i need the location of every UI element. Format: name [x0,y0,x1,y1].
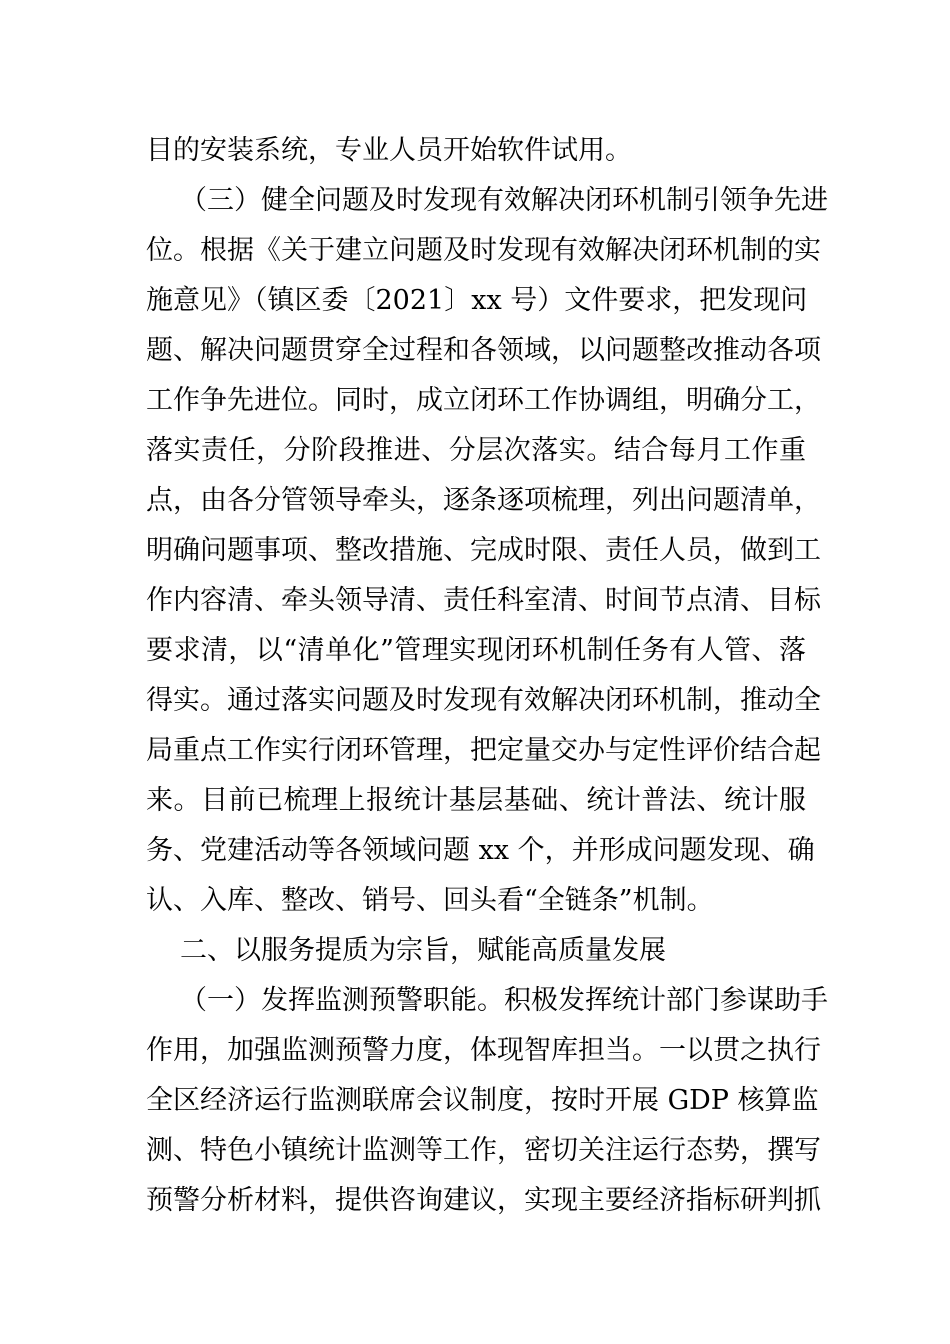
text-line: 要求清，以“清单化”管理实现闭环机制任务有人管、落 [146,635,806,666]
chapter-heading: 二、以服务提质为宗旨，赋能高质量发展 [180,935,666,966]
text-line: 得实。通过落实问题及时发现有效解决闭环机制，推动全 [146,685,821,716]
text-line: 落实责任，分阶段推进、分层次落实。结合每月工作重 [146,435,806,466]
text-line: 预警分析材料，提供咨询建议，实现主要经济指标研判抓 [146,1185,821,1216]
text-line: 认、入库、整改、销号、回头看“全链条”机制。 [146,885,714,916]
text-line: 目的安装系统，专业人员开始软件试用。 [146,135,632,166]
text-line: 位。根据《关于建立问题及时发现有效解决闭环机制的实 [146,235,821,266]
text-line: 全区经济运行监测联席会议制度，按时开展 GDP 核算监 [146,1085,819,1116]
text-line: 测、特色小镇统计监测等工作，密切关注运行态势，撰写 [146,1135,821,1166]
text-line: 来。目前已梳理上报统计基层基础、统计普法、统计服 [146,785,806,816]
text-line: 务、党建活动等各领域问题 xx 个，并形成问题发现、确 [146,835,815,866]
section-heading-line: （一）发挥监测预警职能。积极发挥统计部门参谋助手 [180,985,828,1016]
section-heading-line: （三）健全问题及时发现有效解决闭环机制引领争先进 [180,185,828,216]
text-line: 作用，加强监测预警力度，体现智库担当。一以贯之执行 [146,1035,821,1066]
text-line: 点，由各分管领导牵头，逐条逐项梳理，列出问题清单， [146,485,821,516]
text-line: 作内容清、牵头领导清、责任科室清、时间节点清、目标 [146,585,821,616]
text-line: 工作争先进位。同时，成立闭环工作协调组，明确分工， [146,385,821,416]
text-line: 题、解决问题贯穿全过程和各领域，以问题整改推动各项 [146,335,821,366]
text-line: 局重点工作实行闭环管理，把定量交办与定性评价结合起 [146,735,821,766]
text-line: 施意见》（镇区委〔2021〕xx 号）文件要求，把发现问 [146,285,808,316]
text-line: 明确问题事项、整改措施、完成时限、责任人员，做到工 [146,535,821,566]
